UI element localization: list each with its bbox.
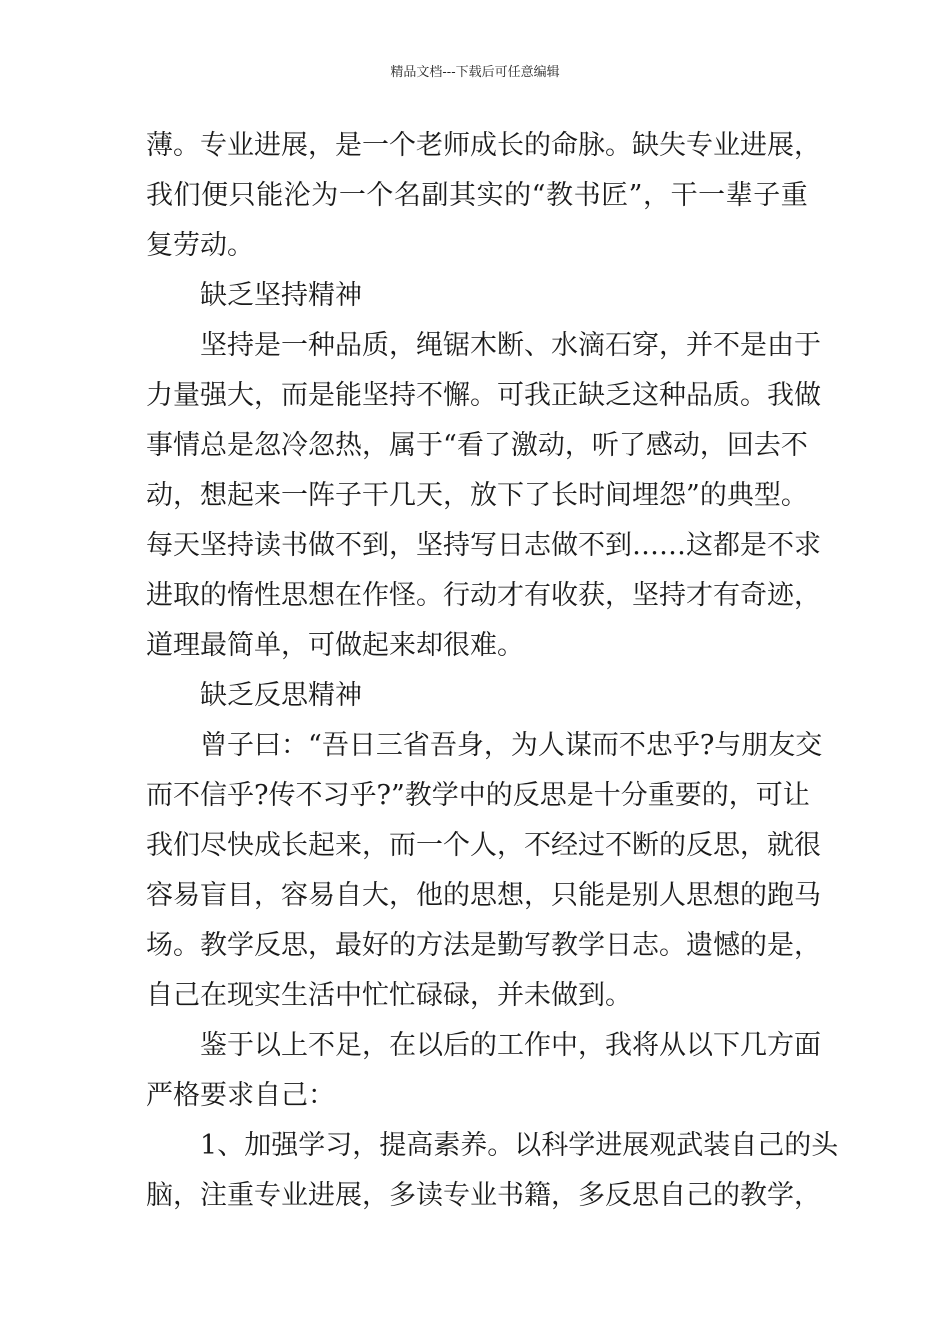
text-line: 场 。 教 学 反 思 ， 最 好 的 方 法 是 勤 写 教 学 日 志 。 遗 憾 的 是 ， (146, 930, 821, 961)
text-line: 复劳动。 (146, 230, 254, 261)
text-line: 缺乏反思精神 (200, 680, 362, 711)
text-line: 进 取 的 惰 性 思 想 在 作 怪 。 行 动 才 有 收 获 ， 坚 持 才 有 奇 迹 ， (146, 580, 821, 611)
text-line: 我 们 便 只 能 沦 为 一 个 名 副 其 实 的 “ 教 书 匠 ” ， 干 一 辈 子 重 (146, 180, 808, 211)
text-line: 自己在现实生活中忙忙碌碌，并未做到。 (146, 980, 632, 1011)
text-line: 严格要求自己： (146, 1080, 335, 1111)
text-line: 容 易 盲 目 ， 容 易 自 大 ， 他 的 思 想 ， 只 能 是 别 人 思 想 的 跑 马 (146, 880, 821, 911)
text-line: 坚 持 是 一 种 品 质 ， 绳 锯 木 断 、 水 滴 石 穿 ， 并 不 是 由 于 (200, 330, 821, 361)
text-line: 动 ， 想 起 来 一 阵 子 干 几 天 ， 放 下 了 长 时 间 埋 怨 ” 的 典 型 。 (146, 480, 808, 511)
page-header: 精品文档---下载后可任意编辑 (390, 65, 560, 80)
text-line: 每 天 坚 持 读 书 做 不 到 ， 坚 持 写 日 志 做 不 到 … … 这 都 是 不 求 (146, 530, 821, 561)
text-line: 事 情 总 是 忽 冷 忽 热 ， 属 于 “ 看 了 激 动 ， 听 了 感 动 ， 回 去 不 (146, 430, 808, 461)
text-line: 缺乏坚持精神 (200, 280, 362, 311)
text-line: 鉴 于 以 上 不 足 ， 在 以 后 的 工 作 中 ， 我 将 从 以 下 几 方 面 (200, 1030, 821, 1061)
text-line: 而 不 信 乎 ? 传 不 习 乎 ? ” 教 学 中 的 反 思 是 十 分 重 要 的 ， 可 让 (146, 780, 810, 811)
text-line: 薄 。 专 业 进 展 ， 是 一 个 老 师 成 长 的 命 脉 。 缺 失 专 业 进 展 ， (146, 130, 821, 161)
text-line: 脑 ， 注 重 专 业 进 展 ， 多 读 专 业 书 籍 ， 多 反 思 自 己 的 教 学 ， (146, 1180, 821, 1211)
text-line: 道理最简单，可做起来却很难。 (146, 630, 524, 661)
text-line: 力 量 强 大 ， 而 是 能 坚 持 不 懈 。 可 我 正 缺 乏 这 种 品 质 。 我 做 (146, 380, 821, 411)
text-line: 我 们 尽 快 成 长 起 来 ， 而 一 个 人 ， 不 经 过 不 断 的 反 思 ， 就 很 (146, 830, 821, 861)
text-line: 曾 子 曰 ： “ 吾 日 三 省 吾 身 ， 为 人 谋 而 不 忠 乎 ? 与 朋 友 交 (200, 730, 823, 761)
text-line: 1 、 加 强 学 习 ， 提 高 素 养 。 以 科 学 进 展 观 武 装 自 己 的 头 (200, 1130, 839, 1161)
document-body (146, 128, 839, 1228)
